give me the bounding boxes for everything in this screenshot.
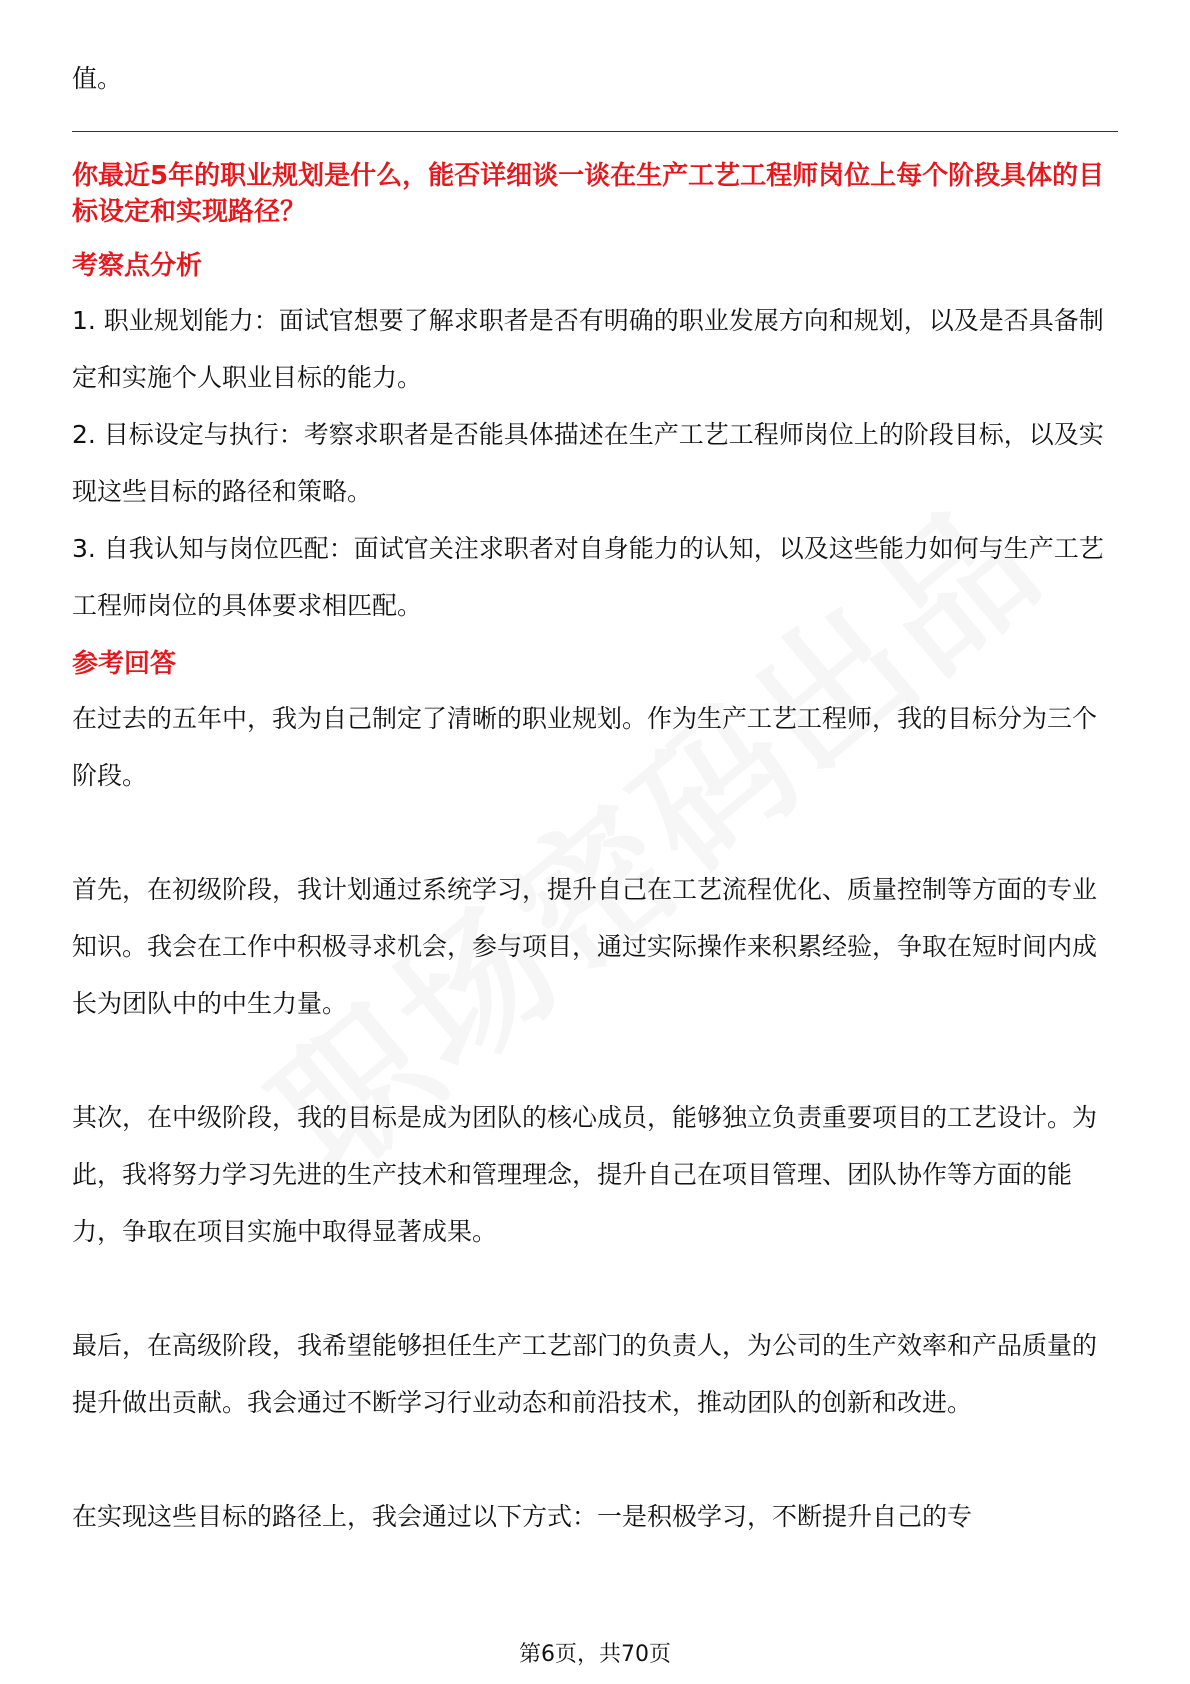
- page-number: 第6页，共70页: [519, 1642, 671, 1667]
- analysis-item: 2. 目标设定与执行：考察求职者是否能具体描述在生产工艺工程师岗位上的阶段目标，以及实现这些目标的路径和策略。: [72, 420, 1104, 506]
- answer-paragraph: 首先，在初级阶段，我计划通过系统学习，提升自己在工艺流程优化、质量控制等方面的专业知识。我会在工作中积极寻求机会，参与项目，通过实际操作来积累经验，争取在短时间内成长为团队中的中生力量。: [72, 875, 1098, 1018]
- answer-heading: 参考回答: [72, 649, 177, 679]
- answer-paragraph: 在实现这些目标的路径上，我会通过以下方式：一是积极学习，不断提升自己的专: [72, 1502, 973, 1531]
- answer-paragraph: 其次，在中级阶段，我的目标是成为团队的核心成员，能够独立负责重要项目的工艺设计。为此，我将努力学习先进的生产技术和管理理念，提升自己在项目管理、团队协作等方面的能力，争取在项目实施中取得显著成果。: [72, 1103, 1098, 1246]
- answer-paragraph: 在过去的五年中，我为自己制定了清晰的职业规划。作为生产工艺工程师，我的目标分为三个阶段。: [72, 704, 1098, 790]
- question-title: 你最近5年的职业规划是什么，能否详细谈一谈在生产工艺工程师岗位上每个阶段具体的目标设定和实现路径？: [72, 161, 1105, 227]
- analysis-item: 3. 自我认知与岗位匹配：面试官关注求职者对自身能力的认知，以及这些能力如何与生产工艺工程师岗位的具体要求相匹配。: [72, 534, 1104, 620]
- analysis-item: 1. 职业规划能力：面试官想要了解求职者是否有明确的职业发展方向和规划，以及是否具备制定和实施个人职业目标的能力。: [72, 306, 1104, 392]
- section-divider: [72, 131, 1118, 132]
- answer-body: [72, 690, 1118, 1545]
- answer-paragraph: 最后，在高级阶段，我希望能够担任生产工艺部门的负责人，为公司的生产效率和产品质量的提升做出贡献。我会通过不断学习行业动态和前沿技术，推动团队的创新和改进。: [72, 1331, 1098, 1417]
- analysis-list: [72, 292, 1118, 634]
- analysis-heading: 考察点分析: [72, 251, 203, 281]
- continued-text: 值。: [72, 64, 123, 93]
- page-content: [72, 50, 1118, 1545]
